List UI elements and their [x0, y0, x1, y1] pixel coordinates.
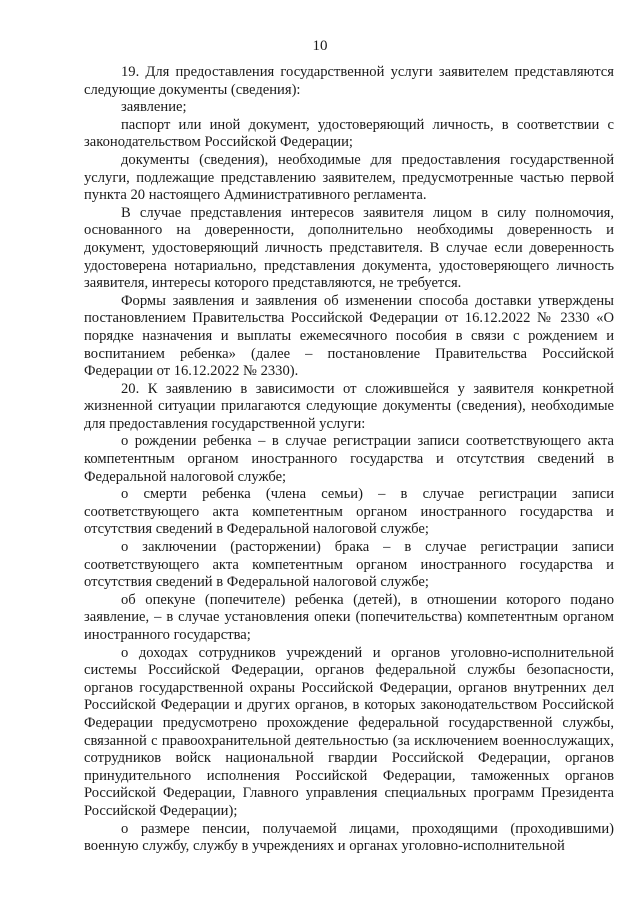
paragraph: о смерти ребенка (члена семьи) – в случае регистрации записи соответствующего акта компетентным органом иностранного государства и отсутствия сведений в Федеральной налоговой службе;	[84, 486, 614, 538]
page-number: 10	[312, 38, 328, 54]
paragraph: 19. Для предоставления государственной услуги заявителем представляются следующие документы (сведения):	[84, 64, 614, 98]
paragraph: заявление;	[121, 99, 187, 116]
document-body	[84, 64, 614, 856]
paragraph: паспорт или иной документ, удостоверяющий личность, в соответствии с законодательством Российской Федерации;	[84, 116, 614, 151]
paragraph: о доходах сотрудников учреждений и органов уголовно-исполнительной системы Российской Федерации, органов федеральной службы безопасности, органов государственной охраны Российской Федерации, органов внутренних дел Российской Федерации и других органов, в которых законодательством Российской Федерации предусмотрено прохождение федеральной государственной службы, связанной с правоохранительной деятельностью (за исключением военнослужащих, сотрудников войск национальной гвардии Российской Федерации, органов принудительного исполнения Российской Федерации, таможенных органов Российской Федерации, Главного управления специальных программ Президента Российской Федерации);	[84, 644, 614, 819]
paragraph: В случае представления интересов заявителя лицом в силу полномочия, основанного на доверенности, дополнительно необходимы доверенность и документ, удостоверяющий личность представителя. В случае если доверенность удостоверена нотариально, представления документа, удостоверяющего личность заявителя, интересы которого представляются, не требуется.	[84, 204, 614, 292]
paragraph: о рождении ребенка – в случае регистрации записи соответствующего акта компетентным органом иностранного государства и отсутствия сведений в Федеральной налоговой службе;	[84, 433, 614, 485]
paragraph: 20. К заявлению в зависимости от сложившейся у заявителя конкретной жизненной ситуации прилагаются следующие документы (сведения), необходимые для предоставления государственной услуги:	[84, 380, 614, 432]
paragraph: Формы заявления и заявления об изменении способа доставки утверждены постановлением Правительства Российской Федерации от 16.12.2022 № 2330 «О порядке назначения и выплаты ежемесячного пособия в связи с рождением и воспитанием ребенка» (далее – постановление Правительства Российской Федерации от 16.12.2022 № 2330).	[84, 292, 614, 380]
paragraph: об опекуне (попечителе) ребенка (детей), в отношении которого подано заявление, – в случае установления опеки (попечительства) компетентным органом иностранного государства;	[84, 591, 614, 643]
paragraph: о заключении (расторжении) брака – в случае регистрации записи соответствующего акта компетентным органом иностранного государства и отсутствия сведений в Федеральной налоговой службе;	[84, 539, 614, 591]
paragraph: о размере пенсии, получаемой лицами, проходящими (проходившими) военную службу, службу в учреждениях и органах уголовно-исполнительной	[84, 820, 614, 855]
paragraph: документы (сведения), необходимые для предоставления государственной услуги, подлежащие представлению заявителем, предусмотренные частью первой пункта 20 настоящего Административного регламента.	[84, 151, 614, 204]
